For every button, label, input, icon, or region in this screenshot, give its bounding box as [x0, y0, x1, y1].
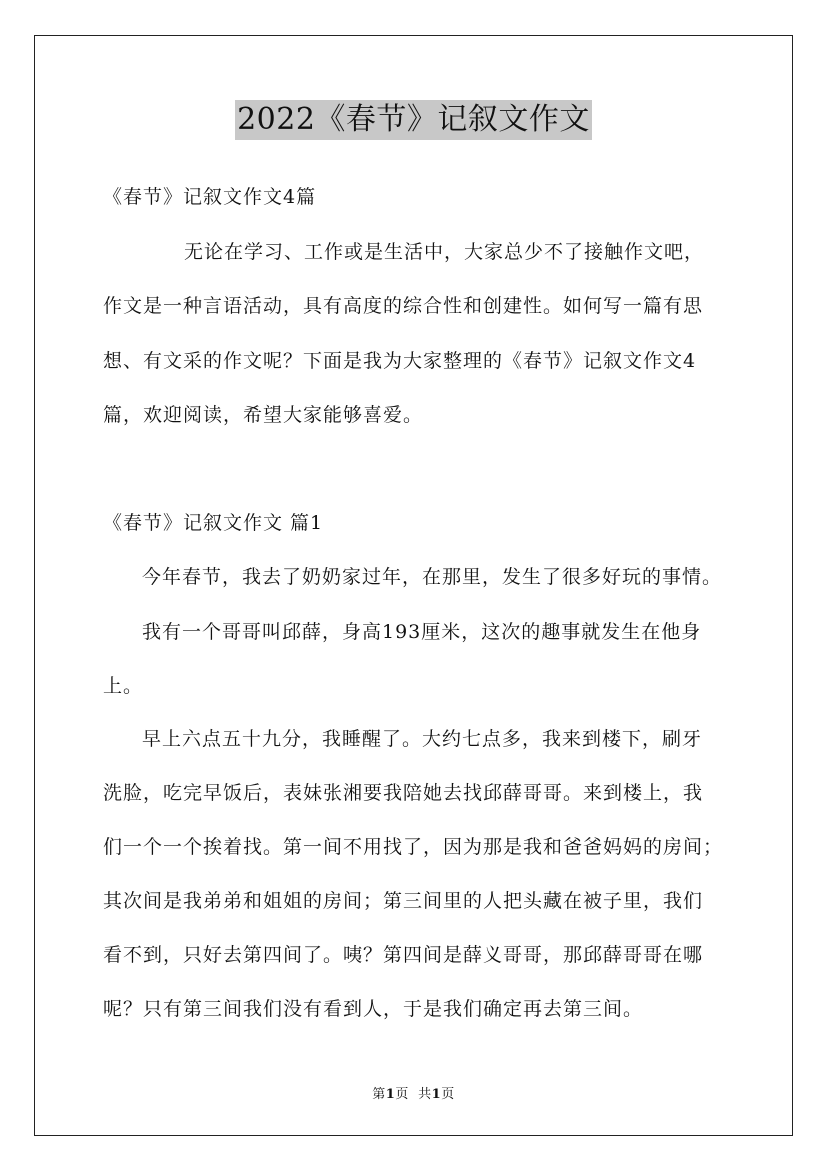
body-line: 们一个一个挨着找。第一间不用找了，因为那是我和爸爸妈妈的房间； — [103, 836, 724, 858]
body-line: 呢？只有第三间我们没有看到人，于是我们确定再去第三间。 — [103, 998, 644, 1020]
footer-total-prefix: 共 — [418, 1087, 432, 1102]
footer-page-prefix: 第 — [372, 1087, 386, 1102]
intro-line: 作文是一种言语活动，具有高度的综合性和创建性。如何写一篇有思 — [103, 295, 704, 317]
section-heading: 《春节》记叙文作文 篇1 — [103, 512, 324, 534]
document-title: 2022《春节》记叙文作文 — [235, 100, 592, 140]
document-subtitle: 《春节》记叙文作文4篇 — [103, 186, 317, 208]
intro-line: 无论在学习、工作或是生活中，大家总少不了接触作文吧， — [184, 241, 705, 263]
body-line: 早上六点五十九分，我睡醒了。大约七点多，我来到楼下，刷牙 — [142, 728, 703, 750]
footer-page-suffix: 页 — [395, 1087, 409, 1102]
footer-total-number: 1 — [431, 1087, 442, 1102]
body-line: 今年春节，我去了奶奶家过年，在那里，发生了很多好玩的事情。 — [142, 566, 723, 588]
title-wrap — [0, 100, 827, 140]
intro-line: 篇，欢迎阅读，希望大家能够喜爱。 — [103, 404, 424, 426]
footer-page-number: 1 — [385, 1087, 396, 1102]
body-line: 其次间是我弟弟和姐姐的房间；第三间里的人把头藏在被子里，我们 — [103, 890, 704, 912]
body-line: 上。 — [103, 675, 144, 697]
body-line: 洗脸，吃完早饭后，表妹张湘要我陪她去找邱薛哥哥。来到楼上，我 — [103, 782, 704, 804]
intro-line: 想、有文采的作文呢？下面是我为大家整理的《春节》记叙文作文4 — [103, 350, 697, 372]
body-line: 看不到，只好去第四间了。咦？第四间是薛义哥哥，那邱薛哥哥在哪 — [103, 944, 704, 966]
footer-total-suffix: 页 — [441, 1087, 455, 1102]
page-footer — [0, 1083, 827, 1102]
body-line: 我有一个哥哥叫邱薛，身高193厘米，这次的趣事就发生在他身 — [142, 621, 702, 643]
